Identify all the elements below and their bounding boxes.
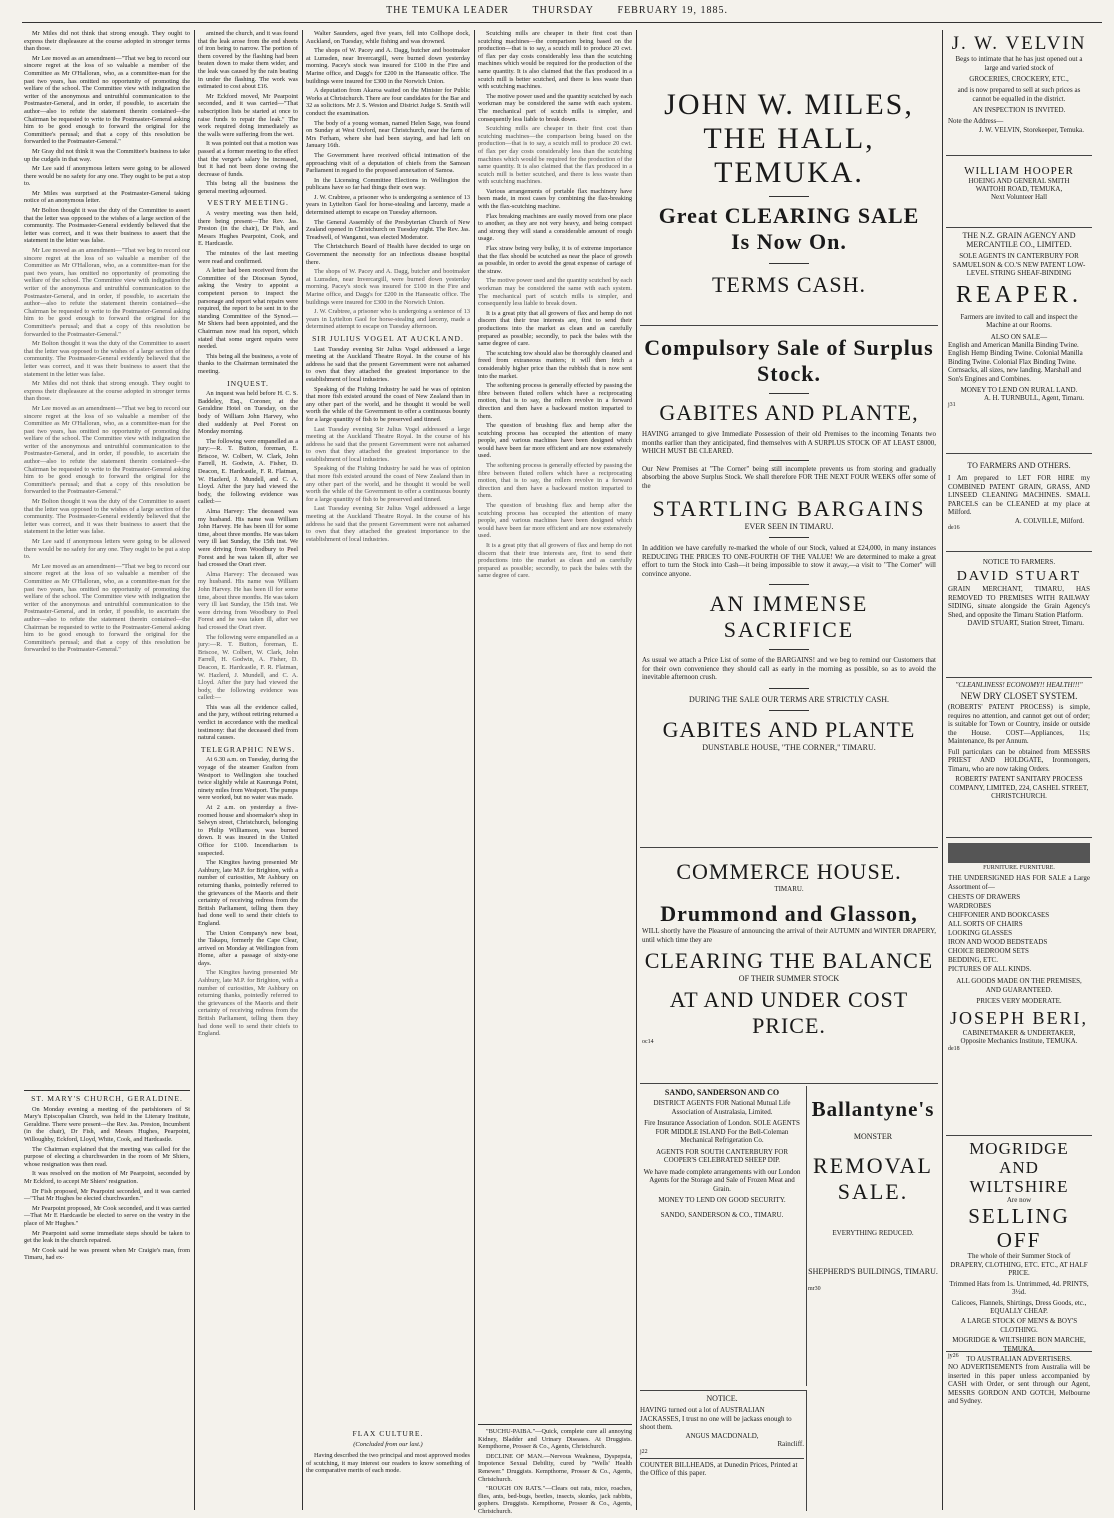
advertiser-name: JOHN W. MILES,	[664, 88, 914, 121]
paragraph: A deputation from Akaroa waited on the Minister for Public Works at Christchurch. There are four candidates for the Bar and 32 as solicitors. Mr J. S. Weston and District Judge S. Smith will conduct the examination.	[306, 87, 470, 117]
column-rule	[194, 30, 195, 1510]
company-name: ROBERTS' PATENT SANITARY PROCESS COMPANY, LIMITED, 224, CASHEL STREET, CHRISTCHURCH.	[949, 775, 1089, 800]
notice: "BUCHU-PAIBA."—Quick, complete cure all annoying Kidney, Bladder and Urinary Diseases. At Druggists. Kempthorne, Prosser & Co., Agents, Christchurch.	[478, 1428, 632, 1451]
section-heading: SIR JULIUS VOGEL AT AUCKLAND.	[312, 333, 464, 343]
ad-body: The whole of their Summer Stock of	[967, 1252, 1071, 1260]
ad-tagline: MONSTER	[853, 1132, 893, 1141]
divider	[769, 393, 809, 394]
paragraph: The question of brushing flax and hemp after the scutching process has occupied the attention of many people, and various machines have been designed which would have been far more efficient and are now extensively used.	[478, 422, 632, 460]
paragraph: On Monday evening a meeting of the parishioners of St Mary's Episcopalian Church, was held in the Literary Institute, Geraldine. There were present—the Rev. Jas. Preston, Incumbent (in the chair), Dr Fish, and Messrs Hughes, Pearpoint, Willoughby, Eckford, Lloyd, White, Cook, and Hardcastle.	[24, 1105, 190, 1143]
paragraph: The General Assembly of the Presbyterian Church of New Zealand opened in Christchurch on Tuesday night. The Rev. Jas. Treadwell, of Wanganui, was elected Moderator.	[306, 218, 470, 241]
ad-nz-grain-agency	[946, 228, 1092, 454]
paragraph: Mr Miles did not think that strong enough. They ought to express their displeasure at the course adopted in stronger terms than those.	[24, 380, 190, 403]
advertiser-trade: HOEING AND GENERAL SMITH	[968, 177, 1070, 185]
ad-body: Farmers are invited to call and inspect the Machine at our Rooms.	[960, 312, 1078, 329]
list-item: CHESTS OF DRAWERS	[948, 893, 1021, 901]
store-name: Ballantyne's	[811, 1097, 935, 1121]
paragraph: It was pointed out that a motion was passed at a former meeting to the effect that the verger's salary be increased, but it had not been done owing the decrease of funds.	[198, 140, 298, 178]
ad-heading: NOTICE TO FARMERS.	[982, 558, 1056, 566]
paragraph: The softening process is generally effected by passing the fibre between fluted rollers which have a reciprocating motion, that is to say, the rollers revolve in a forward direction and then have a backward motion imparted to them.	[478, 382, 632, 420]
ad-column-main	[640, 30, 938, 1510]
paragraph: The softening process is generally effected by passing the fibre between fluted rollers which have a reciprocating motion, that is to say, the rollers revolve in a forward direction and then have a backward motion imparted to them.	[478, 462, 632, 500]
reaper-headline: REAPER.	[955, 281, 1082, 308]
paragraph: Mr Lee moved as an amendment—"That we beg to record our sincere regret at the loss of so valuable a member of the Committee as Mr O'Halloran, who, as a committee-man for the past two years, has omitted no opportunity of promoting the welfare of the school. The Committee view with indignation the writer of the anonymous and untruthful communication to the Postmaster-General, and in order, if possible, to ascertain the author—also to refute the statement therein contained—the Chairman be requested to write to the Postmaster-General asking him to be good enough to forward the original for the Committee's perusal; and that a copy of this resolution be forwarded to the Postmaster-General."	[24, 54, 190, 146]
furniture-list	[948, 893, 1090, 974]
paragraph: Mr Lee said if anonymous letters were going to be allowed there would be no safety for any one. They ought to be put a stop to.	[24, 538, 190, 561]
sale-headline: Great CLEARING SALE	[658, 203, 920, 228]
ad-code: mr30	[808, 1286, 821, 1292]
paragraph: The body of a young woman, named Helen Sage, was found on Sunday at West Oxford, near Christchurch, near the farm of Mrs Ferham, where she had been staying, and had left on January 16th.	[306, 119, 470, 150]
news-column-2	[198, 30, 298, 1506]
ad-body: GRAIN MERCHANT, TIMARU, HAS REMOVED TO PREMISES WITH RAILWAY SIDING, situate alongside the Grain Agency's Shed, and opposite the Timaru Station Platform.	[948, 585, 1090, 619]
removal-headline: REMOVAL SALE.	[813, 1153, 933, 1204]
notice-heading: NOTICE.	[706, 1394, 738, 1403]
section-heading: VESTRY MEETING.	[207, 198, 289, 208]
list-item: CHOICE BEDROOM SETS	[948, 947, 1029, 955]
divider	[769, 649, 809, 650]
ad-body: We have made complete arrangements with our London Agents for the Storage and Sale of Frozen Meat and Grain.	[643, 1167, 801, 1193]
section-heading: INQUEST.	[227, 378, 269, 388]
paragraph: The Kingites having presented Mr Ashbury, late M.P. for Brighton, with a number of curiosities, Mr Ashbury on returning thanks, pointedly referred to the grievances of the Maoris and their certainty of receiving redress from the British Parliament, telling them they had done well to send their chiefs to England.	[198, 859, 298, 927]
ad-code: j31	[948, 402, 956, 408]
column-rule	[942, 30, 943, 1510]
firm-name: GABITES AND PLANTE	[662, 716, 916, 742]
paragraph: An inquest was held before H. C. S. Baddeley, Esq., Coroner, at the Geraldine Hotel on Tuesday, on the body of William John Harvey, who died suddenly at Peel Forest on Monday morning.	[198, 390, 298, 436]
paragraph: Speaking of the Fishing Industry he said he was of opinion that more fish existed around the coast of New Zealand than in any other part of the world, and he thought it would be well worth the while of the Government to offer a continuous bounty for a large quantity of fish to be preserved and tinned.	[306, 465, 470, 503]
paragraph: Mr Miles did not think that strong enough. They ought to express their displeasure at the course adopted in stronger terms than those.	[24, 30, 190, 53]
divider	[769, 196, 809, 197]
masthead-rule	[22, 22, 1102, 23]
ad-body: and is now prepared to sell at such prices as cannot be equalled in the district.	[957, 86, 1081, 103]
advertiser-name: JOSEPH BERI,	[949, 1008, 1089, 1028]
ad-code: de18	[948, 1045, 960, 1052]
ad-john-miles	[640, 30, 938, 326]
advertiser-trade: CABINETMAKER & UNDERTAKER,	[962, 1029, 1076, 1037]
paragraph: The shops of W. Pacey and A. Dagg, butcher and bootmaker at Lumsden, near Invercargill, were burned down yesterday morning. Pacey's stock was insured for £100 in the Fire and Marine office, and Dagg's for £200 in the Hanseatic office. The buildings were insured for £300 in the Norwich Union.	[306, 47, 470, 85]
paragraph: The question of brushing flax and hemp after the scutching process has occupied the attention of many people, and various machines have been designed which would have been far more efficient and are now extensively used.	[478, 502, 632, 540]
ad-tagline: Are now	[1006, 1196, 1032, 1204]
advertiser-signature: A. COLVILLE, Milford.	[1014, 516, 1084, 525]
paragraph: Speaking of the Fishing Industry he said he was of opinion that more fish existed around the coast of New Zealand than in any other part of the world, and he thought it would be well worth the while of the Government to offer a continuous bounty for a large quantity of fish to be preserved and tinned.	[306, 385, 470, 423]
firm-footer: MOGRIDGE & WILTSHIRE BON MARCHE, TEMUKA.	[952, 1336, 1086, 1353]
paragraph: Mr Gray did not think it was the Committee's business to take up the cudgels in that way.	[24, 147, 190, 163]
column-rule	[302, 30, 303, 1510]
paragraph: A letter had been received from the Committee of the Diocesan Synod, asking the Vestry to appoint a competent person to inspect the parsonage and report what repairs were required, the report to be sent in to the standing Committee of the Synod.—Mr Shiers had been appointed, and the Chairman now read his report, which stated that some urgent repairs were needed.	[198, 267, 298, 351]
price-headline: AT AND UNDER COST PRICE.	[669, 987, 909, 1038]
advertiser-name: J. W. VELVIN	[951, 33, 1087, 54]
paragraph: The Union Company's new boat, the Takapu, formerly the Cape Clear, arrived on Monday at Wellington from Home, after a passage of sixty-one days.	[198, 929, 298, 967]
ad-body: I Am prepared to LET FOR HIRE my COMBINED PATENT GRAIN, GRASS, AND LINSEED CLEANING MACHINES. SMALL PARCELS can be CLEANED at my place at Milford.	[948, 474, 1090, 516]
section-heading: TELEGRAPHIC NEWS.	[200, 744, 296, 754]
ad-tagline: EQUALLY CHEAP.	[990, 1307, 1048, 1315]
paragraph: At 2 a.m. on yesterday a five-roomed house and shoemaker's shop in Selwyn street, Christchurch, belonging to Philip Williamson, was burned down. It was insured in the United Office for £100. Incendiarism is suspected.	[198, 804, 298, 857]
ad-code: j22	[640, 1448, 648, 1455]
paragraph: Last Tuesday evening Sir Julius Vogel addressed a large meeting at the Auckland Theatre Royal. In the course of his address he said that the present Government were not ashamed to own that they attached the greatest importance to the establishment of local industries.	[306, 345, 470, 383]
news-column-4	[478, 30, 633, 1515]
ad-counter-billheads: COUNTER BILLHEADS, at Dunedin Prices, Printed at the Office of this paper.	[640, 1458, 804, 1478]
ad-tagline: EVER SEEN IN TIMARU.	[744, 522, 834, 531]
paragraph: Mr Pearpoint said some immediate steps should be taken to get the leak in the church repaired.	[24, 1229, 190, 1245]
paragraph: A vestry meeting was then held, there being present—The Rev. Jas. Preston (in the chair), Dr Fish, and Messrs Hughes Pearpoint, Cook, and E. Hardcastle.	[198, 210, 298, 248]
ad-tagline: AN INSPECTION IS INVITED.	[972, 106, 1066, 114]
ad-body: WILL shortly have the Pleasure of announcing the arrival of their AUTUMN and WINTER DRAPERY, until which time they are	[642, 927, 936, 944]
firm-name: SANDO, SANDERSON AND CO	[664, 1088, 780, 1097]
ad-body: ALL GOODS MADE ON THE PREMISES, AND GUARANTEED.	[956, 977, 1082, 994]
ad-tagline: MONEY TO LEND ON RURAL LAND.	[960, 386, 1078, 394]
ad-column-right	[946, 30, 1092, 1510]
ad-banner: FURNITURE. FURNITURE.	[983, 865, 1055, 871]
paragraph: In the Licensing Committee Elections in Wellington the publicans have so far had things their own way.	[306, 176, 470, 192]
advertiser-address: Opposite Mechanics Institute, TEMUKA.	[960, 1037, 1078, 1045]
ad-goods: GROCERIES, CROCKERY, ETC.,	[969, 75, 1069, 83]
list-item: WARDROBES	[948, 902, 992, 910]
ad-code: de16	[948, 524, 960, 531]
advertiser-signature: DAVID STUART, Station Street, Timaru.	[967, 619, 1084, 627]
firm-name: MOGRIDGE AND	[969, 1139, 1069, 1177]
ad-code: jy26	[948, 1353, 959, 1359]
ad-code: oc14	[642, 1039, 654, 1045]
divider	[769, 584, 809, 585]
paragraph: This being all the business the general meeting adjourned.	[198, 180, 298, 195]
section-heading: FLAX CULTURE.	[352, 1429, 424, 1438]
divider	[769, 537, 809, 538]
section-rule	[478, 1424, 632, 1425]
masthead-day: THURSDAY	[532, 5, 595, 16]
firm-footer: SANDO, SANDERSON & CO., TIMARU.	[660, 1210, 784, 1219]
paragraph: Last Tuesday evening Sir Julius Vogel addressed a large meeting at the Auckland Theatre Royal. In the course of his address he said that the present Government were not ashamed to own that they attached the greatest importance to the establishment of local industries.	[306, 505, 470, 543]
ad-body: DRAPERY, CLOTHING, ETC. ETC., AT HALF PRICE.	[950, 1260, 1088, 1277]
list-item: PICTURES OF ALL KINDS.	[948, 965, 1032, 973]
ad-tagline: "CLEANLINESS! ECONOMY!! HEALTH!!!"	[955, 681, 1083, 689]
ad-ballantyne	[808, 1086, 938, 1386]
section-rule	[24, 1090, 190, 1091]
firm-name: WILTSHIRE	[969, 1177, 1069, 1196]
list-item: CHIFFONIER AND BOOKCASES	[948, 911, 1050, 919]
list-item: IRON AND WOOD BEDSTEADS	[948, 938, 1048, 946]
divider	[769, 710, 809, 711]
advertiser-landmark: Next Volunteer Hall	[990, 193, 1048, 201]
paragraph: Mr Lee moved as an amendment—"That we beg to record our sincere regret at the loss of so valuable a member of the Committee as Mr O'Halloran, who, as a committee-man for the past two years, has omitted no opportunity of promoting the welfare of the school. The Committee view with indignation the writer of the anonymous and untruthful communication to the Postmaster-General, and in order, if possible, to ascertain the author—also to refute the statement therein contained—the Chairman be requested to write to the Postmaster-General asking him to be good enough to forward the original for the Committee's perusal; and that a copy of this resolution be forwarded to the Postmaster-General."	[24, 562, 190, 654]
divider	[769, 460, 809, 461]
ad-australian-advertisers	[946, 1352, 1092, 1409]
bargains-headline: STARTLING BARGAINS	[652, 496, 926, 521]
notice-signer: ANGUS MACDONALD,	[685, 1431, 759, 1440]
paragraph: Flax breaking machines are easily moved from one place to another, as they are not very heavy, and being compact and strong they will stand a considerable amount of rough usage.	[478, 212, 632, 243]
paragraph: Mr Bolton thought it was the duty of the Committee to assert that the letter was opposed to the wishes of a large section of the community. The Postmaster-General evidently believed that the letter was correct, and it was their business to assert that the statement in the letter was false.	[24, 207, 190, 245]
store-town: TIMARU.	[774, 885, 804, 893]
sacrifice-headline: AN IMMENSE SACRIFICE	[709, 591, 869, 642]
notice-place: Raincliff.	[777, 1440, 804, 1448]
furniture-engraving	[948, 843, 1090, 863]
ad-body: SOLE AGENTS IN CANTERBURY FOR SAMUELSON & CO.'S NEW PATENT LOW-LEVEL STRING SHEAF-BINDING	[952, 252, 1086, 277]
continued-note: (Concluded from our last.)	[353, 1440, 423, 1448]
clearing-headline: CLEARING THE BALANCE	[644, 948, 934, 973]
paragraph: Mr Cook said he was present when Mr Craigie's man, from Timaru, had ex-	[24, 1246, 190, 1262]
ad-body: Trimmed Hats from 1s. Untrimmed, 4d. PRINTS, 3½d.	[949, 1279, 1089, 1296]
paragraph: This was all the evidence called, and the jury, without retiring returned a verdict in accordance with the medical testimony: that the deceased died from natural causes.	[198, 703, 298, 742]
paragraph: It was resolved on the motion of Mr Pearpoint, seconded by Mr Eckford, to accept Mr Shiers' resignation.	[24, 1170, 190, 1185]
ad-gabites-plante	[640, 326, 938, 848]
ad-notice	[640, 1390, 807, 1511]
ad-hooper	[946, 156, 1092, 228]
paragraph: Scutching mills are cheaper in their first cost than scutching machines—the comparison being based on the production—that is to say, a scutch mill to produce 20 cwt. of flax per day costs considerably less than the scutching machines which would be required for the production of the same quantity. It is also claimed that the flax produced in a scutch mill is better scutched, and there is less waste than with scutching machines.	[478, 125, 632, 186]
ad-body: In addition we have carefully re-marked the whole of our Stock, valued at £24,000, in many instances REDUCING THE PRICES TO ONE-FOURTH OF THE VALUE! We are determined to make a great effort to turn the Stock into Cash—it being impossible to stow it away,—a visit to "The Corner" will convince anyone.	[642, 544, 936, 578]
paragraph: Alma Harvey: The deceased was my husband. His name was William John Harvey. He has been ill for some time, about three months. He was taken very ill last Sunday, the 15th inst. We were driving from Woodbury to Peel Forest and he was taken ill, after we had crossed the Orari river.	[198, 508, 298, 569]
ad-body: THE UNDERSIGNED HAS FOR SALE a Large Assortment of—	[948, 874, 1090, 891]
ad-body: AGENTS FOR SOUTH CANTERBURY FOR COOPER'S CELEBRATED SHEEP DIP.	[656, 1147, 788, 1164]
notice-text: HAVING turned out a lot of AUSTRALIAN JACKASSES, I trust no one will be jackass enough to shoot them.	[640, 1406, 792, 1431]
paragraph: Mr Bolton thought it was the duty of the Committee to assert that the letter was opposed to the wishes of a large section of the community. The Postmaster-General evidently believed that the letter was correct, and it was their business to assert that the statement in the letter was false.	[24, 340, 190, 378]
section-heading: ST. MARY'S CHURCH, GERALDINE.	[31, 1094, 183, 1103]
paragraph: amined the church, and it was found that the leak arose from the end sheets of iron being to narrow. The portion of them covered by the flashing had been beaten down to make them wider, and the leak was caused by the rain beating in under the flashing. The work was estimated to cost about £16.	[198, 30, 298, 91]
advertiser-signature: A. H. TURNBULL, Agent, Timaru.	[983, 394, 1084, 402]
ad-body: Calicoes, Flannels, Shirtings, Dress Goods, etc.,	[951, 1298, 1087, 1307]
paragraph: Walter Saunders, aged five years, fell into Collhope dock, Auckland, on Tuesday, while fishing and was drowned.	[306, 30, 470, 45]
ad-heading: NEW DRY CLOSET SYSTEM.	[960, 691, 1078, 701]
ad-subheading: ALSO ON SALE—	[990, 332, 1048, 341]
ad-tagline: EVERYTHING REDUCED.	[832, 1229, 914, 1237]
paragraph: Mr Lee moved as an amendment—"That we beg to record our sincere regret at the loss of so valuable a member of the Committee as Mr O'Halloran, who, as a committee-man for the past two years, has omitted no opportunity of promoting the welfare of the school. The Committee view with indignation the writer of the anonymous and untruthful communication to the Postmaster-General, and in order, if possible, to ascertain the author—also to refute the statement therein contained—the Chairman be requested to write to the Postmaster-General asking him to be good enough to forward the original for the Committee's perusal; and that a copy of this resolution be forwarded to the Postmaster-General."	[24, 404, 190, 496]
company-name: THE N.Z. GRAIN AGENCY AND MERCANTILE CO., LIMITED.	[962, 231, 1076, 249]
firm-name: GABITES AND PLANTE,	[659, 400, 919, 425]
news-column-3	[306, 30, 470, 1506]
column-rule	[474, 30, 475, 1510]
ad-body: HAVING arranged to give Immediate Possession of their old Premises to the incoming Tenants two months earlier than they anticipated, find themselves with A SURPLUS STOCK OF AT LEAST £8000, WHICH MUST BE CLEARED.	[642, 430, 936, 455]
paragraph: The motive power used and the quantity scutched by each workman may be considered the same with each system. The mechanical part of scutch mills is simpler, and consequently less liable to break down.	[478, 92, 633, 123]
ad-furniture	[946, 838, 1092, 1136]
ad-velvin	[946, 30, 1092, 156]
ad-heading: TO AUSTRALIAN ADVERTISERS.	[966, 1355, 1072, 1363]
ad-headline: Compulsory Sale of Surplus Stock.	[644, 335, 934, 386]
sale-terms: TERMS CASH.	[711, 272, 867, 297]
store-name: COMMERCE HOUSE.	[676, 859, 902, 884]
paragraph: The scutching tow should also be thoroughly cleaned and freed from extraneous matters; it will then fetch a considerably higher price than the rubbish that is now sent into the market.	[478, 349, 632, 380]
masthead-date: FEBRUARY 19, 1885.	[617, 5, 728, 16]
ad-body: Full particulars can be obtained from MESSRS PRIEST AND HOLDGATE, Ironmongers, Timaru, who are now taking Orders.	[948, 747, 1090, 773]
notice: DECLINE OF MAN.—Nervous Weakness, Dyspepsia, Impotence Sexual Debility, cured by "Wells' Health Renewer." Druggists. Kempthorne, Prosser & Co., Agents, Christchurch.	[478, 1452, 632, 1483]
ad-colville	[946, 454, 1092, 552]
paragraph: The Kingites having presented Mr Ashbury, late M.P. for Brighton, with a number of curiosities, Mr Ashbury on returning thanks, pointedly referred to the grievances of the Maoris and their certainty of receiving redress from the British Parliament, telling them they had done well to send their chiefs to England.	[198, 969, 298, 1038]
list-item: BEDDING, ETC.	[948, 956, 998, 964]
paragraph: This being all the business, a vote of thanks to the Chairman terminated the meeting.	[198, 352, 298, 375]
paragraph: Dr Fish proposed, Mr Pearpoint seconded, and it was carried—"That Mr Hughes be elected churchwarden."	[24, 1187, 190, 1203]
ad-sando-sanderson	[640, 1086, 807, 1386]
paragraph: It is a great pity that all growers of flax and hemp do not discern that their true interests are, first to send their productions into the market as clean and as carefully prepared as possible; secondly, to pack the bales with the same degree of care.	[478, 309, 632, 348]
advertiser-name: WILLIAM HOOPER	[964, 165, 1074, 177]
divider	[769, 688, 809, 689]
advertiser-signature: J. W. VELVIN, Storekeeper, Temuka.	[978, 125, 1084, 134]
ad-david-stuart	[946, 552, 1092, 678]
news-column-1	[24, 30, 190, 1506]
paragraph: Having described the two principal and most approved modes of scutching, it may interest our readers to know something of the comparative merits of each mode.	[306, 1452, 470, 1475]
ad-body: Fire Insurance Association of London. SOLE AGENTS FOR MIDDLE ISLAND For the Bell-Coleman Mechanical Refrigeration Co.	[644, 1119, 800, 1144]
address-label: Note the Address—	[948, 117, 1004, 125]
masthead	[0, 0, 1114, 22]
paragraph: The following were empanelled as a jury:—R. T. Button, foreman, E. Briscoe, W. Colbert, W. Clark, John Farrell, H. Godwin, A. Fisher, D. Deacon, E. Hardcastle, F. R. Flatman, W. Hazlerd, J. Mundell, and C. A. Lloyd. After the jury had viewed the body, the following evidence was called:—	[198, 437, 298, 506]
divider	[769, 263, 809, 264]
ad-body: Begs to intimate that he has just opened out a large and varied stock of	[955, 55, 1083, 72]
ad-sanitary-process	[946, 678, 1092, 838]
advertiser-address: WAITOHI ROAD, TEMUKA,	[975, 185, 1063, 193]
list-item: ALL SORTS OF CHAIRS	[948, 920, 1023, 928]
paragraph: Mr Eckford moved, Mr Pearpoint seconded, and it was carried—"That subscription lists be started at once to raise funds to repair the leak." The work required doing immediately as the walls were suffering from the wet.	[198, 92, 298, 138]
ad-tagline: OF THEIR SUMMER STOCK	[738, 974, 840, 983]
advertiser-name: DAVID STUART	[956, 569, 1082, 584]
masthead-title: THE TEMUKA LEADER	[386, 5, 509, 16]
paragraph: The minutes of the last meeting were read and confirmed.	[198, 250, 298, 265]
paragraph: J. W. Crabtree, a prisoner who is undergoing a sentence of 13 years in Lyttelton Gaol for horse-stealing and larceny, made a determined attempt to escape on Tuesday afternoon.	[306, 308, 470, 331]
column-rule	[636, 30, 637, 1510]
selling-headline: SELLING OFF	[968, 1204, 1070, 1252]
firm-name: Drummond and Glasson,	[660, 901, 918, 926]
paragraph: Various arrangements of portable flax machinery have been made, in most cases by combining the flax-breaking with the flax-scutching machine.	[478, 187, 632, 211]
ad-tagline: PRICES VERY MODERATE.	[976, 997, 1062, 1005]
paragraph: The following were empanelled as a jury:—R. T. Button, foreman, E. Briscoe, W. Colbert, W. Clark, John Farrell, H. Godwin, A. Fisher, D. Deacon, E. Hardcastle, F. R. Flatman, W. Hazlerd, J. Mundell, and C. A. Lloyd. After the jury had viewed the body, the following evidence was called:—	[198, 633, 298, 702]
paragraph: The Chairman explained that the meeting was called for the purpose of electing a churchwarden in the room of Mr Shiers, whose resignation was then read.	[24, 1145, 190, 1168]
ad-body: DISTRICT AGENTS FOR National Mutual Life Association of Australasia, Limited.	[653, 1099, 791, 1116]
ad-body: (ROBERTS' PATENT PROCESS) is simple, requires no attention, and cannot get out of order; is suitable for Town or Country, inside or outside the House. COST—Appliances, 11s; Maintenance, 8s per Annum.	[948, 703, 1090, 745]
ad-body: MONEY TO LEND ON GOOD SECURITY.	[658, 1196, 786, 1204]
paragraph: Mr Pearpoint proposed, Mr Cook seconded, and it was carried—That Mr E Hardcastle be elected to serve on the vestry in the place of Mr Hughes."	[24, 1204, 190, 1227]
paragraph: Mr Bolton thought it was the duty of the Committee to assert that the letter was opposed to the wishes of a large section of the community. The Postmaster-General evidently believed that the letter was correct, and it was their business to assert that the statement in the letter was false.	[24, 498, 190, 536]
paragraph: Flax straw being very bulky, it is of extreme importance that the flax should be scutched as near the place of growth as possible, in order to avoid the great expense of cartage of the straw.	[478, 245, 632, 275]
paragraph: Last Tuesday evening Sir Julius Vogel addressed a large meeting at the Auckland Theatre Royal. In the course of his address he said that the present Government were not ashamed to own that they attached the greatest importance to the establishment of local industries.	[306, 425, 470, 463]
ad-body: English and American Manilla Binding Twine. English Hemp Binding Twine. Colonial Manilla Binding Twine. Colonial Flax Binding Twine. Cornsacks, all sizes, new landing. Marshall and Son's Engines and Combines.	[948, 340, 1083, 383]
paragraph: The Christchurch Board of Health have decided to urge on Government the necessity for an infectious disease hospital there.	[306, 243, 470, 266]
paragraph: Scutching mills are cheaper in their first cost than scutching machines—the comparison being based on the production—that is to say, a scutch mill to produce 20 cwt. of flax per day costs considerably less than the scutching machines which would be required for the production of the same quantity. It is also claimed that the flax produced in a scutch mill is better scutched, and there is less waste than with scutching machines.	[478, 30, 632, 91]
paragraph: Mr Lee moved as an amendment—"That we beg to record our sincere regret at the loss of so valuable a member of the Committee as Mr O'Halloran, who, as a committee-man for the past two years, has omitted no opportunity of promoting the welfare of the school. The Committee view with indignation the writer of the anonymous and untruthful communication to the Postmaster-General, and in order, if possible, to ascertain the author—also to refute the statement therein contained—the Chairman be requested to write to the Postmaster-General asking him to be good enough to forward the original for the Committee's perusal; and that a copy of this resolution be forwarded to the Postmaster-General."	[24, 247, 190, 338]
paragraph: The Government have received official intimation of the approaching visit of a deputation of chiefs from the Samoan Parliament in regard to the proposed annexation of Samoa.	[306, 151, 470, 175]
paragraph: It is a great pity that all growers of flax and hemp do not discern that their true interests are, first to send their productions into the market as clean and as carefully prepared as possible; secondly, to pack the bales with the same degree of care.	[478, 542, 632, 580]
ad-body: NO ADVERTISEMENTS from Australia will be inserted in this paper unless accompanied by CASH with Order, or sent through our Agent, MESSRS GORDON AND GOTCH, Melbourne and Sydney.	[948, 1363, 1090, 1405]
ad-body: A LARGE STOCK OF MEN'S & BOY'S CLOTHING.	[960, 1317, 1078, 1334]
ad-commerce-house	[640, 848, 938, 1084]
ad-terms: DURING THE SALE OUR TERMS ARE STRICTLY CASH.	[689, 694, 889, 704]
sale-subheadline: Is Now On.	[731, 229, 847, 254]
notice: "ROUGH ON RATS."—Clears out rats, mice, roaches, flies, ants, bed-bugs, beetles, insects, skunks, jack rabbits, gophers. Druggists. Kempthorne, Prosser & Co., Agents, Christchurch.	[478, 1485, 632, 1515]
paragraph: The shops of W. Pacey and A. Dagg, butcher and bootmaker at Lumsden, near Invercargill, were burned down yesterday morning. Pacey's stock was insured for £100 in the Fire and Marine office, and Dagg's for £200 in the Hanseatic office. The buildings were insured for £300 in the Norwich Union.	[306, 268, 470, 306]
paragraph: J. W. Crabtree, a prisoner who is undergoing a sentence of 13 years in Lyttelton Gaol for horse-stealing and larceny, made a determined attempt to escape on Tuesday afternoon.	[306, 193, 470, 217]
paragraph: The motive power used and the quantity scutched by each workman may be considered the same with each system. The mechanical part of scutch mills is simpler, and consequently less liable to break down.	[478, 277, 633, 308]
ad-body: As usual we attach a Price List of some of the BARGAINS! and we beg to remind our Customers that for their own convenience they should call as early in the morning as possible, so as to avoid the inevitable afternoon crush.	[642, 656, 936, 681]
paragraph: Mr Lee said if anonymous letters were going to be allowed there would be no safety for any one. They ought to be put a stop to.	[24, 165, 190, 188]
firm-address: DUNSTABLE HOUSE, "THE CORNER," TIMARU.	[702, 742, 876, 752]
paragraph: Mr Miles was surprised at the Postmaster-General taking notice of an anonymous letter.	[24, 189, 190, 205]
list-item: LOOKING GLASSES	[948, 929, 1012, 937]
paragraph: At 6.30 a.m. on Tuesday, during the voyage of the steamer Grafton from Westport to Wellington she touched twice slightly while at Kaurunga Point, ninety miles from Westport. The pumps were worked, but no water was made.	[198, 756, 298, 802]
ad-body: Our New Premises at "The Corner" being still incomplete prevents us from storing and gradually absorbing the above Surplus Stock. We shall therefore FOR THE NEXT FOUR WEEKS offer some of the	[642, 464, 936, 490]
ad-heading: TO FARMERS AND OTHERS.	[967, 461, 1071, 470]
paragraph: Alma Harvey: The deceased was my husband. His name was William John Harvey. He has been ill for some time, about three months. He was taken very ill last Sunday, the 15th inst. We were driving from Woodbury to Peel Forest and he was taken ill, after we had crossed the Orari river.	[198, 570, 298, 631]
advertiser-place: THE HALL, TEMUKA.	[703, 122, 875, 189]
store-address: SHEPHERD'S BUILDINGS, TIMARU.	[808, 1267, 938, 1276]
